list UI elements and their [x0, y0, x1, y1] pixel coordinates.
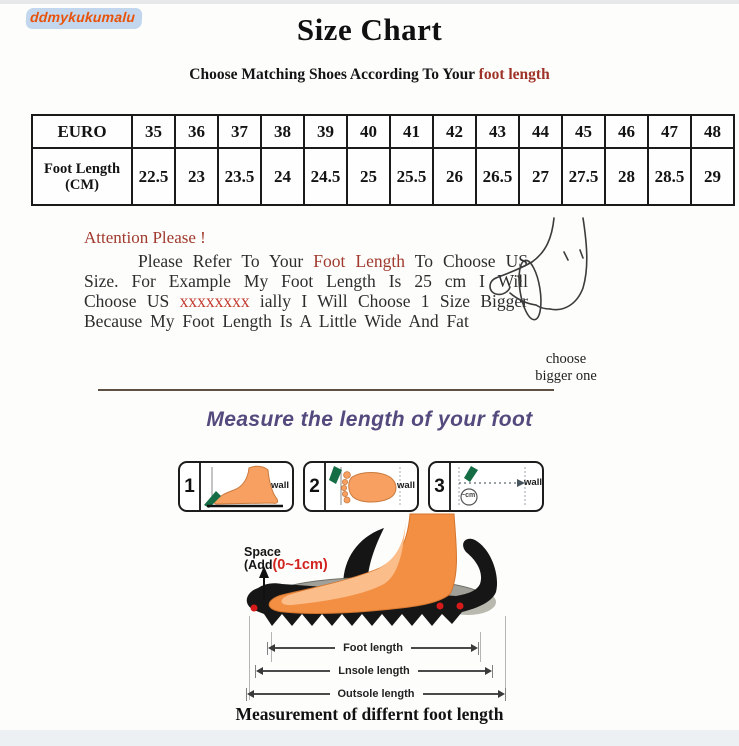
step-2-illustration	[326, 463, 417, 510]
attention-paragraph	[84, 251, 528, 331]
choose-bigger-note	[516, 351, 616, 385]
step-3-circle-label: ~cm	[461, 492, 476, 499]
space-label: Space	[244, 545, 281, 559]
top-edge-strip	[0, 0, 739, 4]
size-cell: 35	[132, 115, 175, 148]
attention-text: To Choose US Size. For Example My Foot Length Is 25 cm I Will Choose US	[84, 251, 528, 311]
arrow-left-head-icon	[256, 667, 263, 675]
arrow-end-tick	[492, 665, 493, 678]
space-annotation	[244, 546, 328, 572]
foot-sketch-illustration	[488, 216, 610, 346]
measure-guide-line	[480, 632, 481, 662]
arrow-line	[411, 647, 471, 649]
space-add-red: (0~1cm)	[272, 557, 328, 573]
bottom-edge-strip	[0, 730, 739, 746]
measure-arrow-insole-length	[255, 664, 493, 678]
size-cell: 40	[347, 115, 390, 148]
step-1-box	[178, 461, 294, 512]
step-2-number: 2	[305, 463, 326, 510]
wall-label: wall	[397, 480, 415, 491]
size-cell: 39	[304, 115, 347, 148]
size-cell: 43	[476, 115, 519, 148]
step-3-illustration	[451, 463, 542, 510]
arrow-line	[275, 647, 335, 649]
length-cell: 24.5	[304, 148, 347, 205]
size-cell: 36	[175, 115, 218, 148]
length-cell: 26	[433, 148, 476, 205]
foot-length-row	[32, 148, 734, 205]
space-add-black: (Add	[244, 558, 273, 572]
attention-heading: Attention Please !	[84, 228, 206, 247]
length-cell: 24	[261, 148, 304, 205]
big-foot-illustration	[242, 512, 512, 652]
length-cell: 28.5	[648, 148, 691, 205]
choose-bigger-note-line1: choose	[545, 351, 587, 367]
measure-arrow-foot-length	[267, 641, 479, 655]
attention-foot-length-highlight: Foot Length	[313, 251, 406, 271]
foot-length-row-label: Foot Length (CM)	[32, 148, 132, 205]
measurement-caption: Measurement of differnt foot length	[235, 704, 504, 724]
subtitle-text: Choose Matching Shoes According To Your	[189, 66, 475, 83]
arrow-label: Lnsole length	[338, 665, 410, 677]
size-cell: 44	[519, 115, 562, 148]
length-cell: 23	[175, 148, 218, 205]
arrow-right-head-icon	[485, 667, 492, 675]
arrow-line	[423, 693, 499, 695]
page-title: Size Chart	[296, 12, 443, 47]
length-cell: 22.5	[132, 148, 175, 205]
wall-label: wall	[271, 480, 289, 491]
size-cell: 47	[648, 115, 691, 148]
attention-block	[84, 228, 528, 331]
attention-text: ially I Will Choose 1 Size Bigger Because My Foot Length Is A Little Wide And Fat	[84, 291, 528, 331]
size-cell: 38	[261, 115, 304, 148]
page-subtitle	[0, 66, 739, 84]
length-cell: 25.5	[390, 148, 433, 205]
size-cell: 46	[605, 115, 648, 148]
arrow-line	[254, 693, 330, 695]
seller-watermark-text: ddmykukumalu	[29, 9, 136, 25]
arrow-end-tick	[505, 688, 506, 701]
arrow-line	[418, 670, 485, 672]
arrow-end-tick	[478, 642, 479, 655]
length-cell: 26.5	[476, 148, 519, 205]
length-cell: 25	[347, 148, 390, 205]
step-3-box	[428, 461, 544, 512]
size-cell: 41	[390, 115, 433, 148]
size-cell: 48	[691, 115, 734, 148]
arrow-line	[263, 670, 330, 672]
length-cell: 23.5	[218, 148, 261, 205]
wall-label: wall	[524, 477, 542, 488]
length-cell: 29	[691, 148, 734, 205]
attention-censored-highlight: xxxxxxxx	[179, 291, 250, 311]
attention-text: Please Refer To Your	[138, 251, 304, 271]
arrow-label: Outsole length	[337, 688, 415, 700]
space-add-label	[244, 559, 328, 572]
step-1-number: 1	[180, 463, 201, 510]
choose-bigger-note-line2: bigger one	[535, 368, 597, 384]
size-cell: 37	[218, 115, 261, 148]
step-2-box	[303, 461, 419, 512]
arrow-left-head-icon	[247, 690, 254, 698]
size-cell: 42	[433, 115, 476, 148]
measuring-steps	[178, 461, 544, 512]
foot-in-sole-icon	[242, 512, 512, 652]
length-cell: 28	[605, 148, 648, 205]
section-divider	[98, 389, 554, 391]
euro-row-label: EURO	[32, 115, 132, 148]
length-cell: 27	[519, 148, 562, 205]
step-1-illustration	[201, 463, 292, 510]
measure-arrow-outsole-length	[246, 687, 506, 701]
arrow-left-head-icon	[268, 644, 275, 652]
measure-section-heading: Measure the length of your foot	[206, 408, 533, 431]
euro-size-row	[32, 115, 734, 148]
subtitle-highlight: foot length	[478, 66, 550, 83]
size-table	[31, 114, 735, 206]
arrow-right-head-icon	[498, 690, 505, 698]
step-3-number: 3	[430, 463, 451, 510]
size-cell: 45	[562, 115, 605, 148]
arrow-right-head-icon	[471, 644, 478, 652]
length-cell: 27.5	[562, 148, 605, 205]
arrow-label: Foot length	[343, 642, 403, 654]
